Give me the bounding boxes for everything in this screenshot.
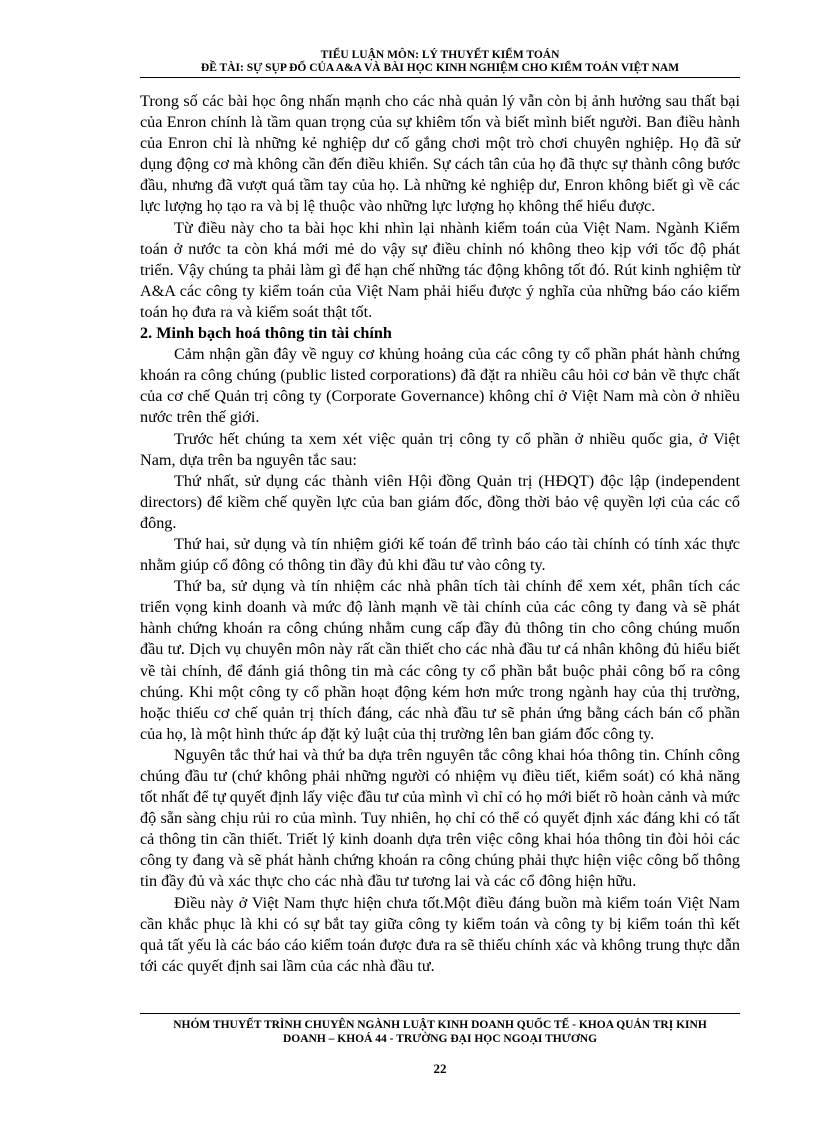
page-footer xyxy=(140,1018,740,1046)
header-topic-title: ĐỀ TÀI: SỰ SỤP ĐỔ CỦA A&A VÀ BÀI HỌC KINH NGHIỆM CHO KIỂM TOÁN VIỆT NAM xyxy=(200,62,680,74)
footer-school-line: DOANH – KHOÁ 44 - TRƯỜNG ĐẠI HỌC NGOẠI THƯƠNG xyxy=(282,1033,598,1045)
paragraph-crisis-perception: Cảm nhận gần đây về nguy cơ khủng hoảng của các công ty cổ phần phát hành chứng khoán ra công chúng (public listed corporations) đã đặt ra nhiều câu hỏi cơ bản về thực chất của cơ chế Quản trị công ty (Corporate Governance) không chỉ ở Việt Nam mà còn ở nhiều nước trên thế giới. xyxy=(140,345,740,427)
page-number: 22 xyxy=(433,1061,447,1076)
page-header xyxy=(140,49,740,75)
paragraph-vietnam-conclusion: Điều này ở Việt Nam thực hiện chưa tốt.Một điều đáng buồn mà kiểm toán Việt Nam cần khắc phục là khi có sự bắt tay giữa công ty kiểm toán và công ty bị kiểm toán thì kết quả tất yếu là các báo cáo kiểm toán được đưa ra sẽ thiếu chính xác và không trung thực dẫn tới các quyết định sai lầm của các nhà đầu tư. xyxy=(140,893,740,975)
section-heading: 2. Minh bạch hoá thông tin tài chính xyxy=(140,324,392,343)
paragraph-principle-one: Thứ nhất, sử dụng các thành viên Hội đồng Quản trị (HĐQT) độc lập (independent directors) để kiềm chế quyền lực của ban giám đốc, đồng thời bảo vệ quyền lợi của các cổ đông. xyxy=(140,471,740,532)
paragraph-disclosure-principle: Nguyên tắc thứ hai và thứ ba dựa trên nguyên tắc công khai hóa thông tin. Chính công chúng đầu tư (chứ không phải những người có nhiệm vụ điều tiết, kiểm soát) có khả năng tốt nhất để tự quyết định lấy việc đầu tư của mình vì chỉ có họ mới biết rõ hoàn cảnh và mức độ sẵn sàng chịu rủi ro của mình. Tuy nhiên, họ chỉ có thể có quyết định xác đáng khi có tất cả thông tin cần thiết. Triết lý kinh doanh dựa trên việc công khai hóa thông tin đòi hỏi các công ty đang và sẽ phát hành chứng khoán ra công chúng phải thực hiện việc công bố thông tin đầy đủ và xác thực cho các nhà đầu tư tương lai và các cổ đông hiện hữu. xyxy=(140,745,740,891)
header-divider xyxy=(140,77,740,78)
body-text xyxy=(140,91,740,977)
paragraph-three-principles-intro: Trước hết chúng ta xem xét việc quản trị công ty cổ phần ở nhiều quốc gia, ở Việt Nam, dựa trên ba nguyên tắc sau: xyxy=(140,429,740,469)
paragraph-principle-three: Thứ ba, sử dụng và tín nhiệm các nhà phân tích tài chính để xem xét, phân tích các triển vọng kinh doanh và mức độ lành mạnh về tài chính của các công ty đang và sẽ phát hành chứng khoán ra công chúng nhằm cung cấp đầy đủ thông tin cho công chúng muốn đầu tư. Dịch vụ chuyên môn này rất cần thiết cho các nhà đầu tư cá nhân không đủ hiểu biết về tài chính, để đánh giá thông tin mà các công ty cổ phần bắt buộc phải công bố ra công chúng. Khi một công ty cổ phần hoạt động kém hơn mức trong ngành hay của thị trường, hoặc thiếu cơ chế quản trị thích đáng, các nhà đầu tư sẽ phản ứng bằng cách bán cổ phần của họ, là một hình thức áp đặt kỷ luật của thị trường lên ban giám đốc công ty. xyxy=(140,577,740,743)
paragraph-enron-lessons: Trong số các bài học ông nhấn mạnh cho các nhà quản lý vẫn còn bị ảnh hưởng sau thất bại của Enron chính là tầm quan trọng của sự khiêm tốn và biết mình biết người. Ban điều hành của Enron chỉ là những kẻ nghiệp dư cố gắng chơi một trò chơi chuyên nghiệp. Họ đã sử dụng động cơ mà không cần đến điều khiển. Sự cách tân của họ đã thực sự thành công bước đầu, nhưng đã vượt quá tầm tay của họ. Là những kẻ nghiệp dư, Enron không biết gì về các lực lượng họ tạo ra và bị lệ thuộc vào những lực lượng họ không thể hiểu được. xyxy=(140,92,740,216)
footer-group-line: NHÓM THUYẾT TRÌNH CHUYÊN NGÀNH LUẬT KINH DOANH QUỐC TẾ - KHOA QUẢN TRỊ KINH xyxy=(173,1019,707,1031)
header-course-title: TIỂU LUẬN MÔN: LÝ THUYẾT KIỂM TOÁN xyxy=(320,49,560,61)
paragraph-principle-two: Thứ hai, sử dụng và tín nhiệm giới kế toán để trình báo cáo tài chính có tính xác thực nhằm giúp cổ đông có thông tin đầy đủ khi đầu tư vào công ty. xyxy=(140,534,740,575)
paragraph-vietnam-audit-lesson: Từ điều này cho ta bài học khi nhìn lại nhành kiểm toán của Việt Nam. Ngành Kiểm toán ở nước ta còn khá mới mẻ do vậy sự điều chỉnh nó không theo kịp với tốc độ phát triển. Vậy chúng ta phải làm gì để hạn chế những tác động không tốt đó. Rút kinh nghiệm từ A&A các công ty kiểm toán của Việt Nam phải hiểu được ý nghĩa của những báo cáo kiểm toán họ đưa ra và kiểm soát thật tốt. xyxy=(140,218,740,321)
footer-divider xyxy=(140,1013,740,1014)
